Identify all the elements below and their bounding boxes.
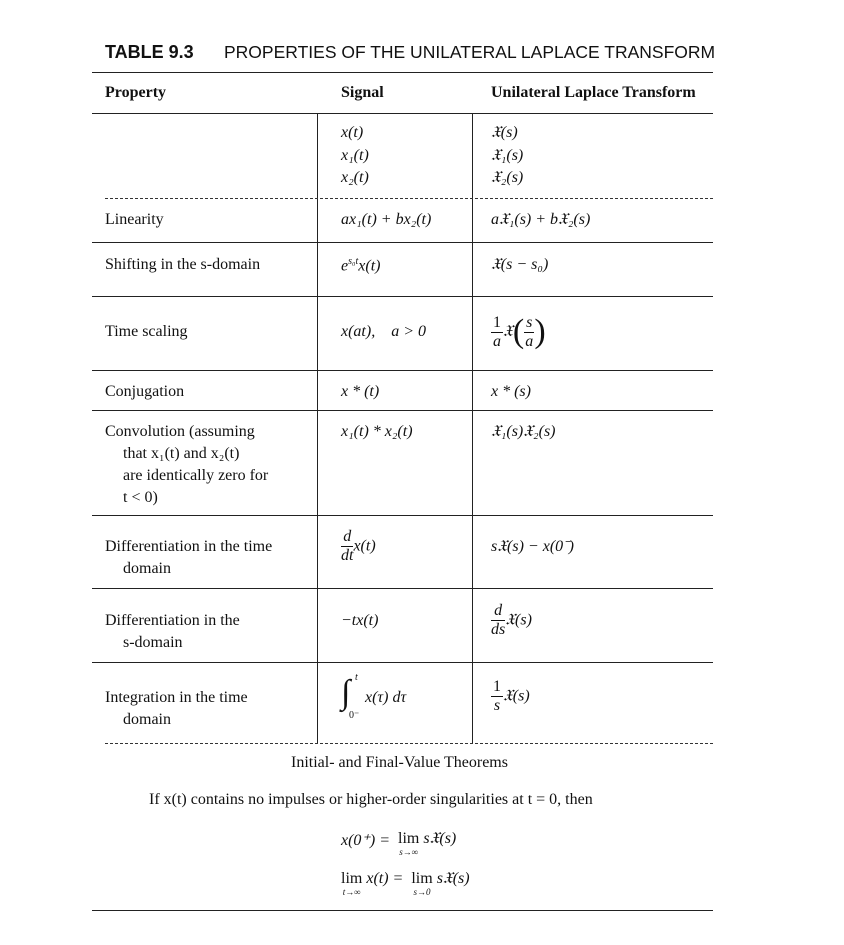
integral-lower: 0⁻	[349, 710, 360, 721]
exp-signal: x(t)	[358, 257, 381, 275]
lim-word: lim	[411, 870, 433, 887]
theorems-condition	[149, 791, 593, 809]
denominator: a	[525, 332, 534, 350]
row-difftime-property-line: domain	[123, 560, 171, 577]
numerator: 1	[493, 313, 501, 331]
scaled-X: 𝔛	[503, 323, 513, 340]
row-shifting-property: Shifting in the s-domain	[105, 256, 261, 273]
row-diffs-property-line: s-domain	[123, 634, 183, 651]
row-convolution-signal: x₁(t) * x₂(t)	[341, 423, 413, 440]
transform-def-X2: 𝔛₂(s)	[491, 169, 524, 186]
exp-base: e	[341, 257, 349, 275]
signal-def-x1: x₁(t)	[341, 147, 369, 164]
fraction-one-over-a	[491, 314, 503, 351]
row-linearity-property: Linearity	[105, 211, 164, 228]
initial-value-theorem	[341, 830, 456, 857]
row-convolution-transform: 𝔛₁(s)𝔛₂(s)	[491, 423, 556, 440]
rule-top	[92, 72, 713, 73]
rule-row-2	[92, 296, 713, 297]
row-convolution-property: Convolution (assuming	[105, 423, 255, 440]
rule-row-3	[92, 370, 713, 371]
left-paren: (	[512, 313, 525, 350]
integral-sign: ∫	[341, 674, 351, 711]
rule-bottom	[92, 910, 713, 911]
column-divider-2	[472, 113, 473, 743]
row-diffs-property: Differentiation in the	[105, 612, 240, 629]
final-rhs: s𝔛(s)	[436, 870, 470, 887]
rule-row-7	[92, 662, 713, 663]
row-shifting-signal	[341, 256, 380, 275]
column-divider-1	[317, 113, 318, 743]
rule-header	[92, 113, 713, 114]
row-timescaling-signal: x(at), a > 0	[341, 323, 426, 340]
row-integration-property: Integration in the time	[105, 689, 248, 706]
lim-word: lim	[398, 830, 420, 847]
denominator: a	[493, 332, 501, 350]
rule-row-1	[92, 242, 713, 243]
signal-def-x2: x₂(t)	[341, 169, 369, 186]
diff-signal: x(t)	[353, 537, 376, 555]
rule-dashed-bottom	[105, 743, 713, 744]
theorems-heading: Initial- and Final-Value Theorems	[291, 754, 508, 771]
denominator: s	[493, 697, 501, 714]
row-timescaling-property: Time scaling	[105, 323, 188, 340]
rule-dashed-definitions	[105, 198, 713, 199]
diff-transform: 𝔛(s)	[505, 611, 532, 629]
final-lhs-limit	[341, 870, 362, 897]
lim-sub: s→0	[413, 887, 431, 897]
initial-limit	[398, 830, 419, 857]
row-linearity-signal: ax₁(t) + bx₂(t)	[341, 211, 432, 228]
final-rhs-limit	[411, 870, 432, 897]
row-convolution-property-line: that x₁(t) and x₂(t)	[123, 445, 240, 462]
row-integration-transform	[491, 678, 530, 715]
fraction-one-over-s	[491, 678, 503, 715]
row-difftime-signal	[341, 528, 376, 565]
condition-text: If x(t) contains no impulses or higher-order singularities at t = 0, then	[149, 791, 593, 808]
lim-sub: s→∞	[399, 847, 419, 857]
row-difftime-transform: s𝔛(s) − x(0⁻)	[491, 538, 574, 555]
row-conjugation-property: Conjugation	[105, 383, 185, 400]
row-linearity-transform: a𝔛₁(s) + b𝔛₂(s)	[491, 211, 591, 228]
row-timescaling-transform	[491, 312, 546, 352]
rule-row-4	[92, 410, 713, 411]
denominator: ds	[491, 621, 506, 638]
rule-row-6	[92, 588, 713, 589]
numerator: s	[526, 313, 533, 331]
final-value-theorem	[341, 870, 470, 897]
numerator: d	[491, 602, 505, 621]
fraction-d-ds	[491, 602, 505, 639]
exp-power: s₀t	[348, 256, 359, 267]
integral-upper: t	[355, 672, 358, 683]
integral-transform: 𝔛(s)	[503, 687, 530, 705]
table-number: TABLE 9.3	[105, 42, 194, 62]
denominator: dt	[341, 547, 354, 564]
lim-word: lim	[341, 870, 363, 887]
row-diffs-signal: −tx(t)	[341, 612, 379, 629]
row-convolution-property-line: t < 0)	[123, 489, 158, 506]
fraction-d-dt	[341, 528, 353, 565]
transform-def-X1: 𝔛₁(s)	[491, 147, 524, 164]
integrand: x(τ) dτ	[365, 689, 407, 706]
row-integration-signal	[341, 672, 461, 722]
initial-rhs: s𝔛(s)	[423, 830, 457, 847]
row-difftime-property: Differentiation in the time	[105, 538, 273, 555]
header-transform: Unilateral Laplace Transform	[491, 84, 696, 101]
fraction-s-over-a	[524, 314, 534, 351]
numerator: 1	[493, 678, 501, 695]
numerator: d	[341, 528, 353, 547]
transform-def-X: 𝔛(s)	[491, 124, 518, 141]
rule-row-5	[92, 515, 713, 516]
header-signal: Signal	[341, 84, 384, 101]
signal-def-x: x(t)	[341, 124, 364, 141]
table-title: PROPERTIES OF THE UNILATERAL LAPLACE TRANSFORM	[224, 42, 716, 62]
row-conjugation-transform: x * (s)	[491, 383, 531, 400]
row-shifting-transform: 𝔛(s − s₀)	[491, 256, 549, 273]
final-lhs: x(t) =	[366, 870, 408, 887]
lim-sub: t→∞	[342, 887, 361, 897]
initial-lhs: x(0⁺) =	[341, 832, 394, 849]
row-diffs-transform	[491, 602, 532, 639]
row-convolution-property-line: are identically zero for	[123, 467, 269, 484]
row-conjugation-signal: x * (t)	[341, 383, 380, 400]
header-property: Property	[105, 84, 167, 101]
right-paren: )	[534, 313, 546, 350]
row-integration-property-line: domain	[123, 711, 171, 728]
